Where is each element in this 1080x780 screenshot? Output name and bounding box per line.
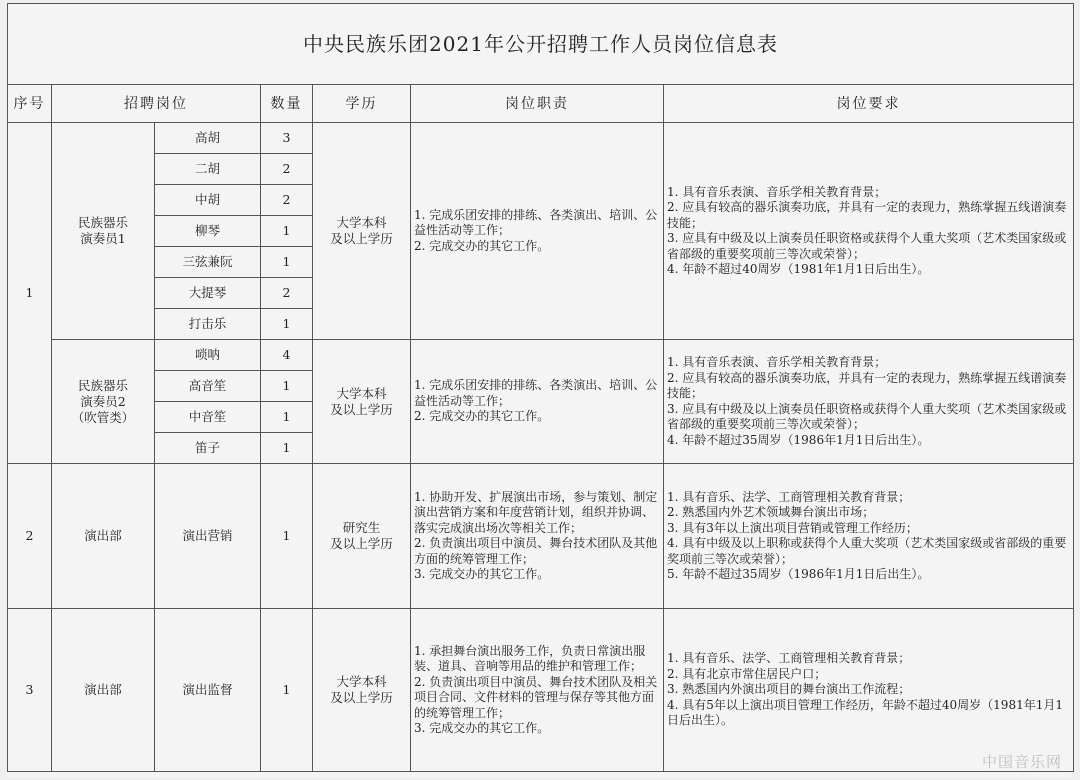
job-info-table <box>7 3 1074 772</box>
education-1b: 大学本科 及以上学历 <box>313 340 411 464</box>
instrument-name: 唢呐 <box>155 340 261 371</box>
position-supervisor: 演出监督 <box>155 609 261 772</box>
instrument-name: 中胡 <box>155 185 261 216</box>
row-index-2: 2 <box>8 464 52 609</box>
instrument-count: 1 <box>261 309 313 340</box>
category-performance-dept: 演出部 <box>52 609 155 772</box>
row-index-1: 1 <box>8 123 52 464</box>
header-position: 招聘岗位 <box>52 85 261 123</box>
watermark-logo: 中国音乐网 <box>981 753 1062 771</box>
header-duties: 岗位职责 <box>411 85 664 123</box>
instrument-name: 柳琴 <box>155 216 261 247</box>
requirements-1b: 1. 具有音乐表演、音乐学相关教育背景； 2. 应具有较高的器乐演奏功底，并具有一定的表现力，熟练掌握五线谱演奏技能； 3. 应具有中级及以上演奏员任职资格或获得个人重大奖项（艺术类国家级或省部级的重要奖项前三等次或荣誉）； 4. 年龄不超过35周岁（1986年1月1日后出生）。 <box>664 340 1074 464</box>
category-performer-2: 民族器乐 演奏员2 （吹管类） <box>52 340 155 464</box>
duties-1a: 1. 完成乐团安排的排练、各类演出、培训、公益性活动等工作； 2. 完成交办的其它工作。 <box>411 123 664 340</box>
education-2: 研究生 及以上学历 <box>313 464 411 609</box>
duties-3: 1. 承担舞台演出服务工作，负责日常演出服装、道具、音响等用品的维护和管理工作； 2. 负责演出项目中演员、舞台技术团队及相关项目合同、文件材料的管理与保存等其他方面的统筹管理工作； 3. 完成交办的其它工作。 <box>411 609 664 772</box>
instrument-name: 二胡 <box>155 154 261 185</box>
instrument-count: 4 <box>261 340 313 371</box>
count-supervisor: 1 <box>261 609 313 772</box>
requirements-2: 1. 具有音乐、法学、工商管理相关教育背景； 2. 熟悉国内外艺术领域舞台演出市场； 3. 具有3年以上演出项目营销或管理工作经历； 4. 具有中级及以上职称或获得个人重大奖项（艺术类国家级或省部级的重要奖项前三等次或荣誉）； 5. 年龄不超过35周岁（1986年1月1日后出生）。 <box>664 464 1074 609</box>
header-requirements: 岗位要求 <box>664 85 1074 123</box>
instrument-name: 笛子 <box>155 433 261 464</box>
requirements-3: 1. 具有音乐、法学、工商管理相关教育背景； 2. 具有北京市常住居民户口； 3. 熟悉国内外演出项目的舞台演出工作流程； 4. 具有5年以上演出项目管理工作经历，年龄不超过40周岁（1981年1月1日后出生）。 <box>664 609 1074 772</box>
duties-1b: 1. 完成乐团安排的排练、各类演出、培训、公益性活动等工作； 2. 完成交办的其它工作。 <box>411 340 664 464</box>
instrument-name: 高胡 <box>155 123 261 154</box>
education-1a: 大学本科 及以上学历 <box>313 123 411 340</box>
duties-2: 1. 协助开发、扩展演出市场，参与策划、制定演出营销方案和年度营销计划，组织并协调、落实完成演出场次等相关工作； 2. 负责演出项目中演员、舞台技术团队及其他方面的统筹管理工作； 3. 完成交办的其它工作。 <box>411 464 664 609</box>
instrument-count: 1 <box>261 216 313 247</box>
header-count: 数量 <box>261 85 313 123</box>
category-performer-1: 民族器乐 演奏员1 <box>52 123 155 340</box>
count-marketing: 1 <box>261 464 313 609</box>
header-education: 学历 <box>313 85 411 123</box>
instrument-name: 打击乐 <box>155 309 261 340</box>
instrument-count: 2 <box>261 278 313 309</box>
row-index-3: 3 <box>8 609 52 772</box>
instrument-count: 2 <box>261 154 313 185</box>
instrument-count: 2 <box>261 185 313 216</box>
table-title: 中央民族乐团2021年公开招聘工作人员岗位信息表 <box>8 4 1074 85</box>
category-performance-dept: 演出部 <box>52 464 155 609</box>
instrument-count: 1 <box>261 247 313 278</box>
instrument-name: 三弦兼阮 <box>155 247 261 278</box>
instrument-count: 1 <box>261 433 313 464</box>
instrument-name: 大提琴 <box>155 278 261 309</box>
instrument-name: 高音笙 <box>155 371 261 402</box>
header-index: 序号 <box>8 85 52 123</box>
instrument-count: 1 <box>261 371 313 402</box>
instrument-count: 3 <box>261 123 313 154</box>
position-marketing: 演出营销 <box>155 464 261 609</box>
instrument-count: 1 <box>261 402 313 433</box>
instrument-name: 中音笙 <box>155 402 261 433</box>
requirements-1a: 1. 具有音乐表演、音乐学相关教育背景； 2. 应具有较高的器乐演奏功底，并具有一定的表现力，熟练掌握五线谱演奏技能； 3. 应具有中级及以上演奏员任职资格或获得个人重大奖项（艺术类国家级或省部级的重要奖项前三等次或荣誉）； 4. 年龄不超过40周岁（1981年1月1日后出生）。 <box>664 123 1074 340</box>
education-3: 大学本科 及以上学历 <box>313 609 411 772</box>
